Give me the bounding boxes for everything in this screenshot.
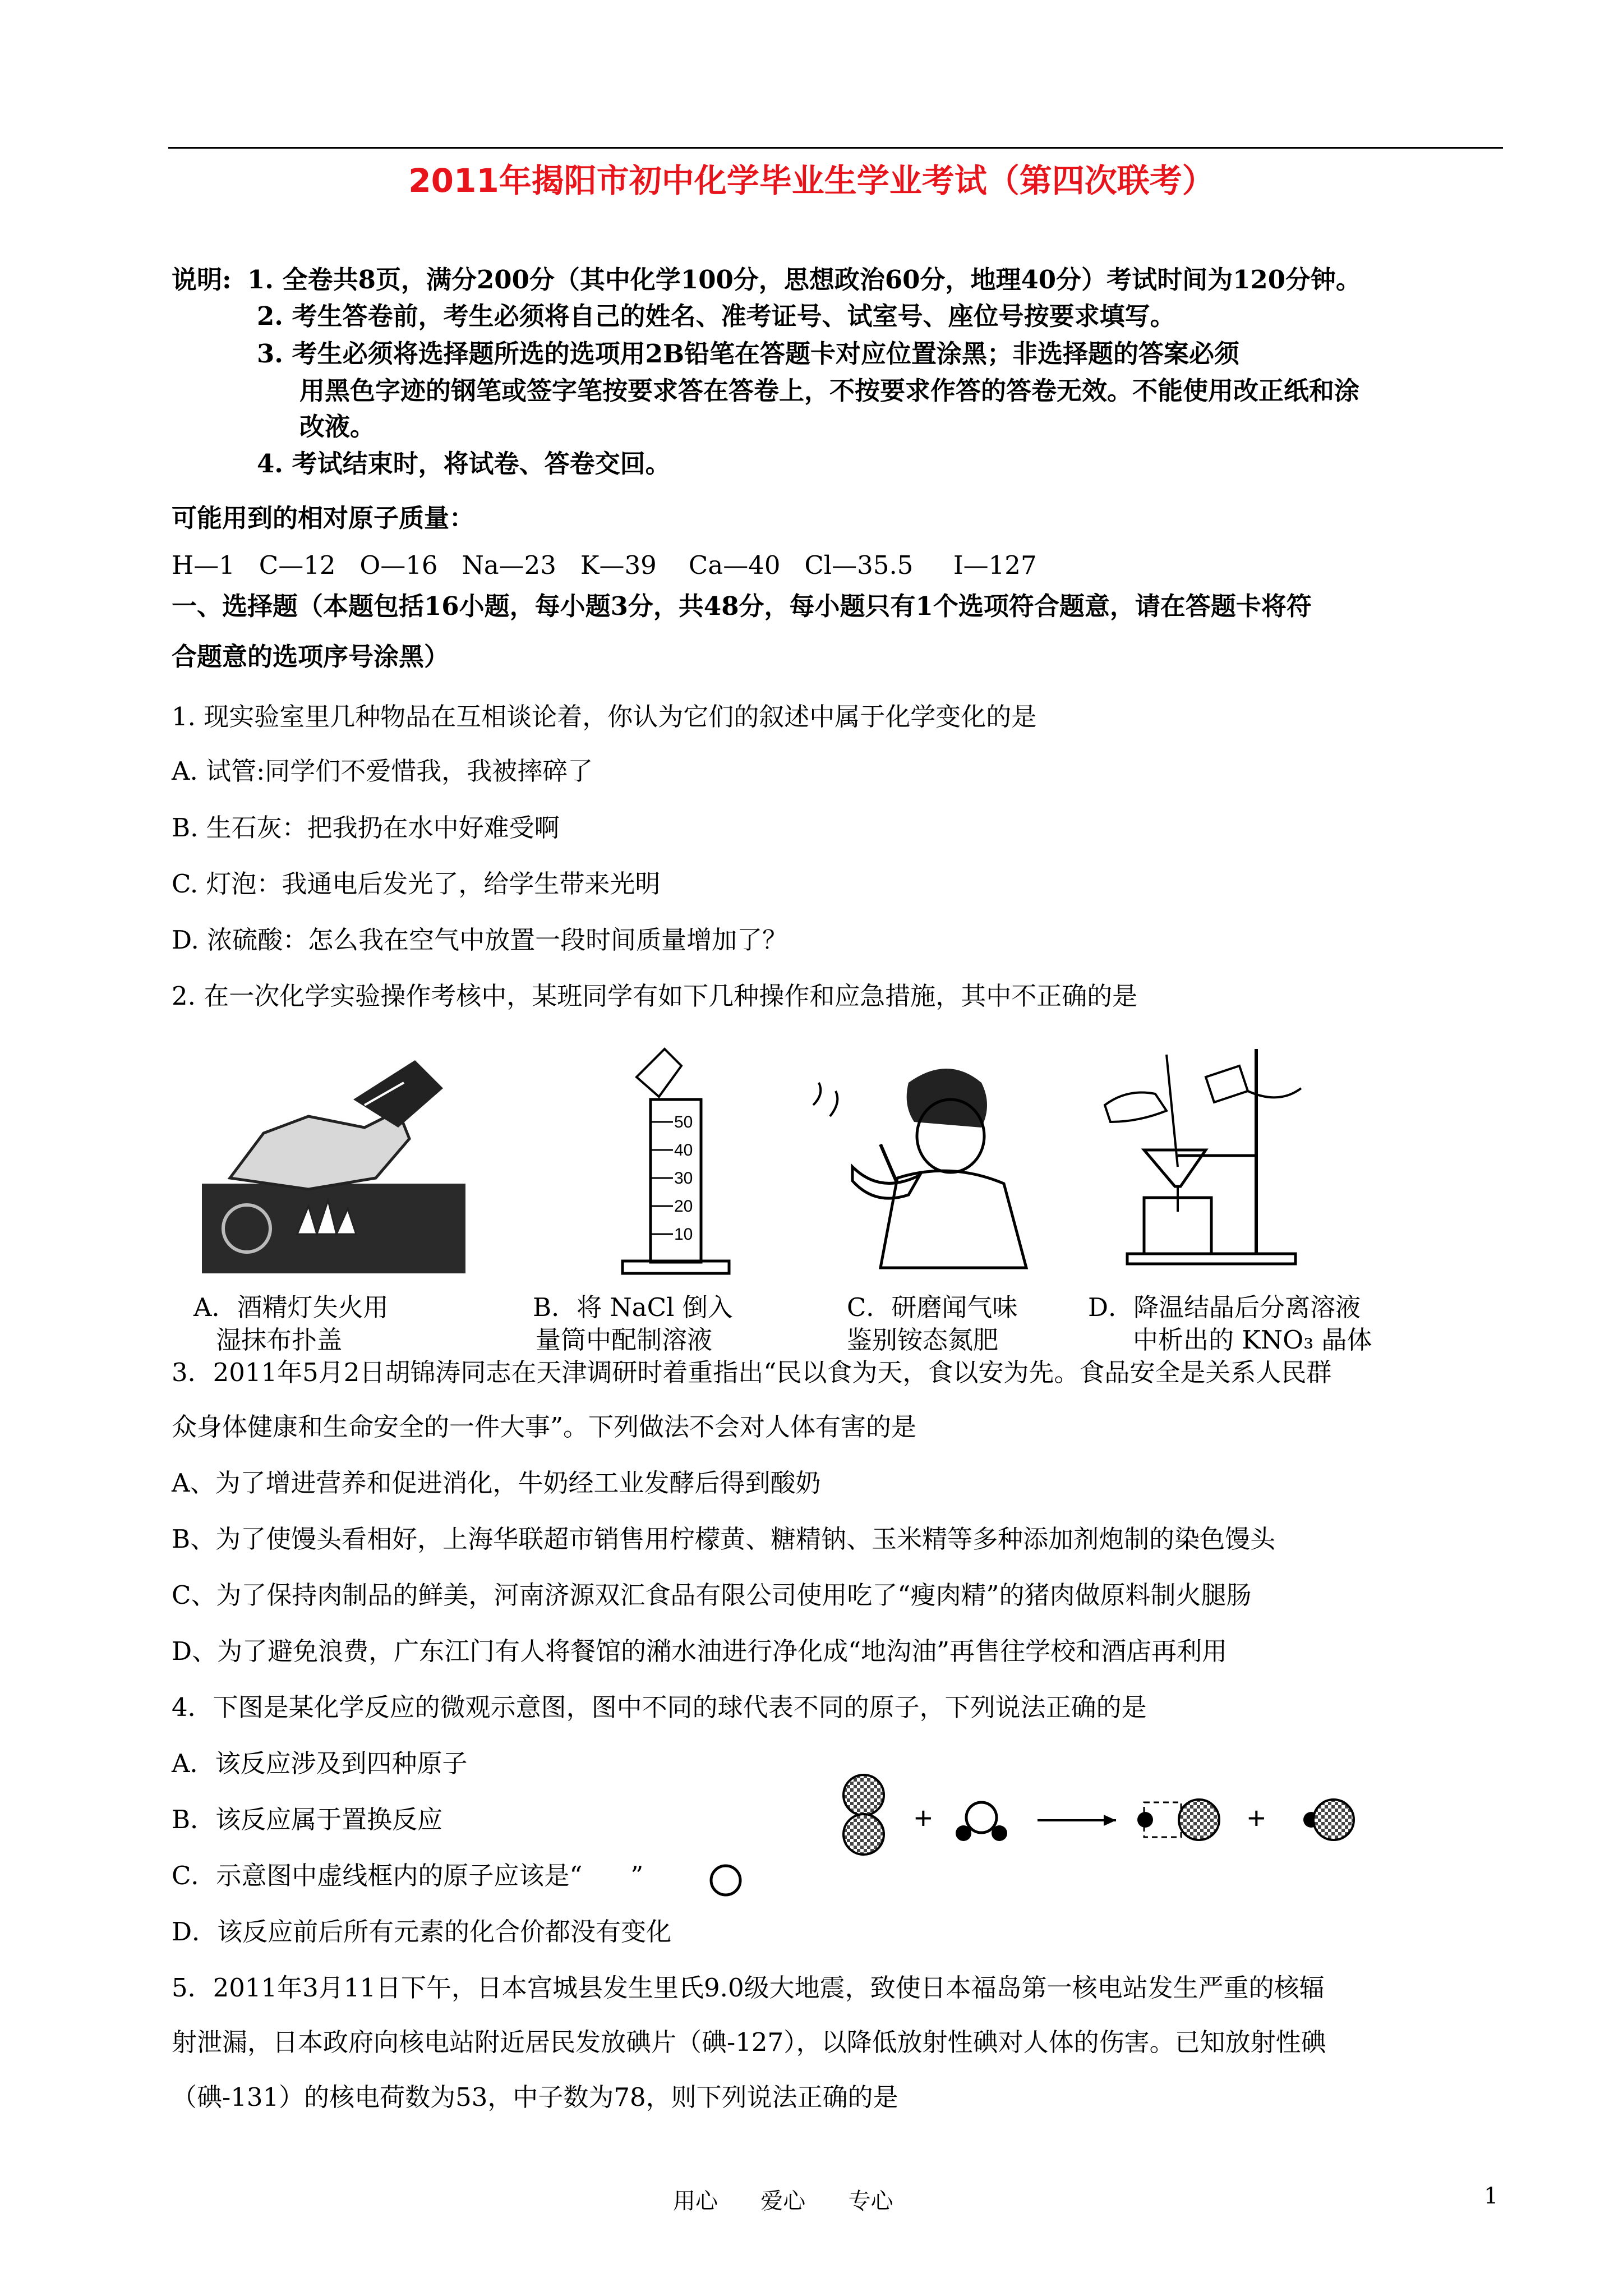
- product-1-large: [1179, 1800, 1219, 1840]
- figure-lamp-fire: [196, 1049, 471, 1273]
- q5-line1: 5．2011年3月11日下午，日本宫城县发生里氏9.0级大地震，致使日本福岛第一核电站发生严重的核辐: [172, 1973, 1325, 2003]
- q1-option-a: A. 试管:同学们不爱惜我，我被摔碎了: [172, 756, 593, 786]
- cylinder-tick-40: 40: [674, 1141, 693, 1159]
- q5-line2: 射泄漏，日本政府向核电站附近居民发放碘片（碘-127），以降低放射性碘对人体的伤害。已知放射性碘: [172, 2027, 1326, 2057]
- q4-option-c: C．示意图中虚线框内的原子应该是“ ”: [172, 1861, 644, 1890]
- top-rule: [168, 147, 1503, 149]
- q4-option-b: B．该反应属于置换反应: [172, 1805, 443, 1834]
- atomic-mass-values: H—1 C—12 O—16 Na—23 K—39 Ca—40 Cl—35.5 I—127: [172, 550, 1037, 580]
- reactant-molecule-2-small-right: [992, 1825, 1007, 1841]
- q2-caption-d-line2: 中析出的 KNO₃ 晶体: [1133, 1325, 1372, 1355]
- cylinder-tick-30: 30: [674, 1169, 693, 1188]
- figure-graduated-cylinder: [611, 1043, 746, 1279]
- q3-option-b: B、为了使馒头看相好，上海华联超市销售用柠檬黄、糖精钠、玉米精等多种添加剂炮制的染色馒头: [172, 1524, 1276, 1554]
- instructions-lead: 说明:: [172, 265, 232, 295]
- instruction-item-2: 2. 考生答卷前，考生必须将自己的姓名、准考证号、试室号、座位号按要求填写。: [257, 301, 1175, 331]
- section1-header-cont: 合题意的选项序号涂黑）: [172, 642, 450, 671]
- plus-sign-1: +: [914, 1800, 933, 1835]
- q2-caption-c-line2: 鉴别铵态氮肥: [847, 1325, 999, 1355]
- q3-option-a: A、为了增进营养和促进消化，牛奶经工业发酵后得到酸奶: [172, 1468, 821, 1498]
- instruction-item-3: 3. 考生必须将选择题所选的选项用2B铅笔在答题卡对应位置涂黑；非选择题的答案必须: [257, 339, 1239, 369]
- plus-sign-2: +: [1247, 1800, 1266, 1835]
- instruction-item-3-end: 改液。: [299, 412, 376, 441]
- q3-stem-cont: 众身体健康和生命安全的一件大事”。下列做法不会对人体有害的是: [172, 1412, 917, 1442]
- page-title: 2011年揭阳市初中化学毕业生学业考试（第四次联考）: [408, 162, 1215, 200]
- product-2-large: [1313, 1800, 1354, 1840]
- reactant-molecule-2-center: [966, 1802, 997, 1833]
- q1-option-d: D. 浓硫酸：怎么我在空气中放置一段时间质量增加了？: [172, 925, 788, 955]
- instruction-item-4: 4. 考试结束时，将试卷、答卷交回。: [257, 449, 671, 478]
- footer-text: 用心 爱心 专心: [673, 2188, 893, 2214]
- q3-option-c: C、为了保持肉制品的鲜美，河南济源双汇食品有限公司使用吃了“瘦肉精”的猪肉做原料制火腿肠: [172, 1580, 1252, 1610]
- q2-caption-d-line1: D．降温结晶后分离溶液: [1088, 1292, 1361, 1322]
- q2-caption-b-line2: 量筒中配制溶液: [536, 1325, 713, 1355]
- q4-stem: 4．下图是某化学反应的微观示意图，图中不同的球代表不同的原子，下列说法正确的是: [172, 1692, 1147, 1722]
- q3-stem: 3．2011年5月2日胡锦涛同志在天津调研时着重指出“民以食为天，食以安为先。食品安全是关系人民群: [172, 1358, 1332, 1387]
- q1-option-c: C. 灯泡：我通电后发光了，给学生带来光明: [172, 869, 661, 899]
- q2-caption-a-line1: A．酒精灯失火用: [193, 1292, 389, 1322]
- reactant-molecule-2-small-left: [956, 1825, 971, 1841]
- q1-option-b: B. 生石灰：把我扔在水中好难受啊: [172, 813, 560, 843]
- q4-option-d: D．该反应前后所有元素的化合价都没有变化: [172, 1917, 672, 1947]
- q2-caption-c-line1: C．研磨闻气味: [847, 1292, 1018, 1322]
- reaction-diagram: [830, 1761, 1391, 1874]
- q2-caption-a-line2: 湿抹布扑盖: [216, 1325, 343, 1355]
- instruction-item-1: 1. 全卷共8页，满分200分（其中化学100分，思想政治60分，地理40分）考试时间为120分钟。: [247, 265, 1362, 295]
- cylinder-tick-20: 20: [674, 1197, 693, 1216]
- q1-stem: 1. 现实验室里几种物品在互相谈论着，你认为它们的叙述中属于化学变化的是: [172, 702, 1037, 731]
- cylinder-tick-10: 10: [674, 1225, 693, 1244]
- q3-option-d: D、为了避免浪费，广东江门有人将餐馆的潲水油进行净化成“地沟油”再售往学校和酒店再利用: [172, 1636, 1228, 1666]
- page-number: 1: [1484, 2183, 1498, 2209]
- product-1-small: [1137, 1812, 1153, 1828]
- cylinder-tick-50: 50: [674, 1113, 693, 1131]
- q2-caption-b-line1: B．将 NaCl 倒入: [533, 1292, 733, 1322]
- figure-boy-smelling: [802, 1060, 1049, 1273]
- figure-filtration: [1094, 1038, 1340, 1268]
- reactant-molecule-1-atom-top: [843, 1775, 884, 1815]
- instruction-item-3-cont: 用黑色字迹的钢笔或签字笔按要求答在答卷上，不按要求作答的答卷无效。不能使用改正纸和涂: [299, 376, 1360, 406]
- q4-option-a: A．该反应涉及到四种原子: [172, 1749, 468, 1778]
- atomic-mass-heading: 可能用到的相对原子质量：: [172, 503, 475, 533]
- q2-stem: 2. 在一次化学实验操作考核中，某班同学有如下几种操作和应急措施，其中不正确的是: [172, 981, 1138, 1011]
- section1-header: 一、选择题（本题包括16小题，每小题3分，共48分，每小题只有1个选项符合题意，请在答题卡将符: [172, 591, 1312, 621]
- q5-line3: （碘-131）的核电荷数为53，中子数为78，则下列说法正确的是: [172, 2082, 898, 2112]
- reactant-molecule-1-atom-bottom: [843, 1814, 884, 1855]
- hollow-atom-icon: [708, 1862, 744, 1898]
